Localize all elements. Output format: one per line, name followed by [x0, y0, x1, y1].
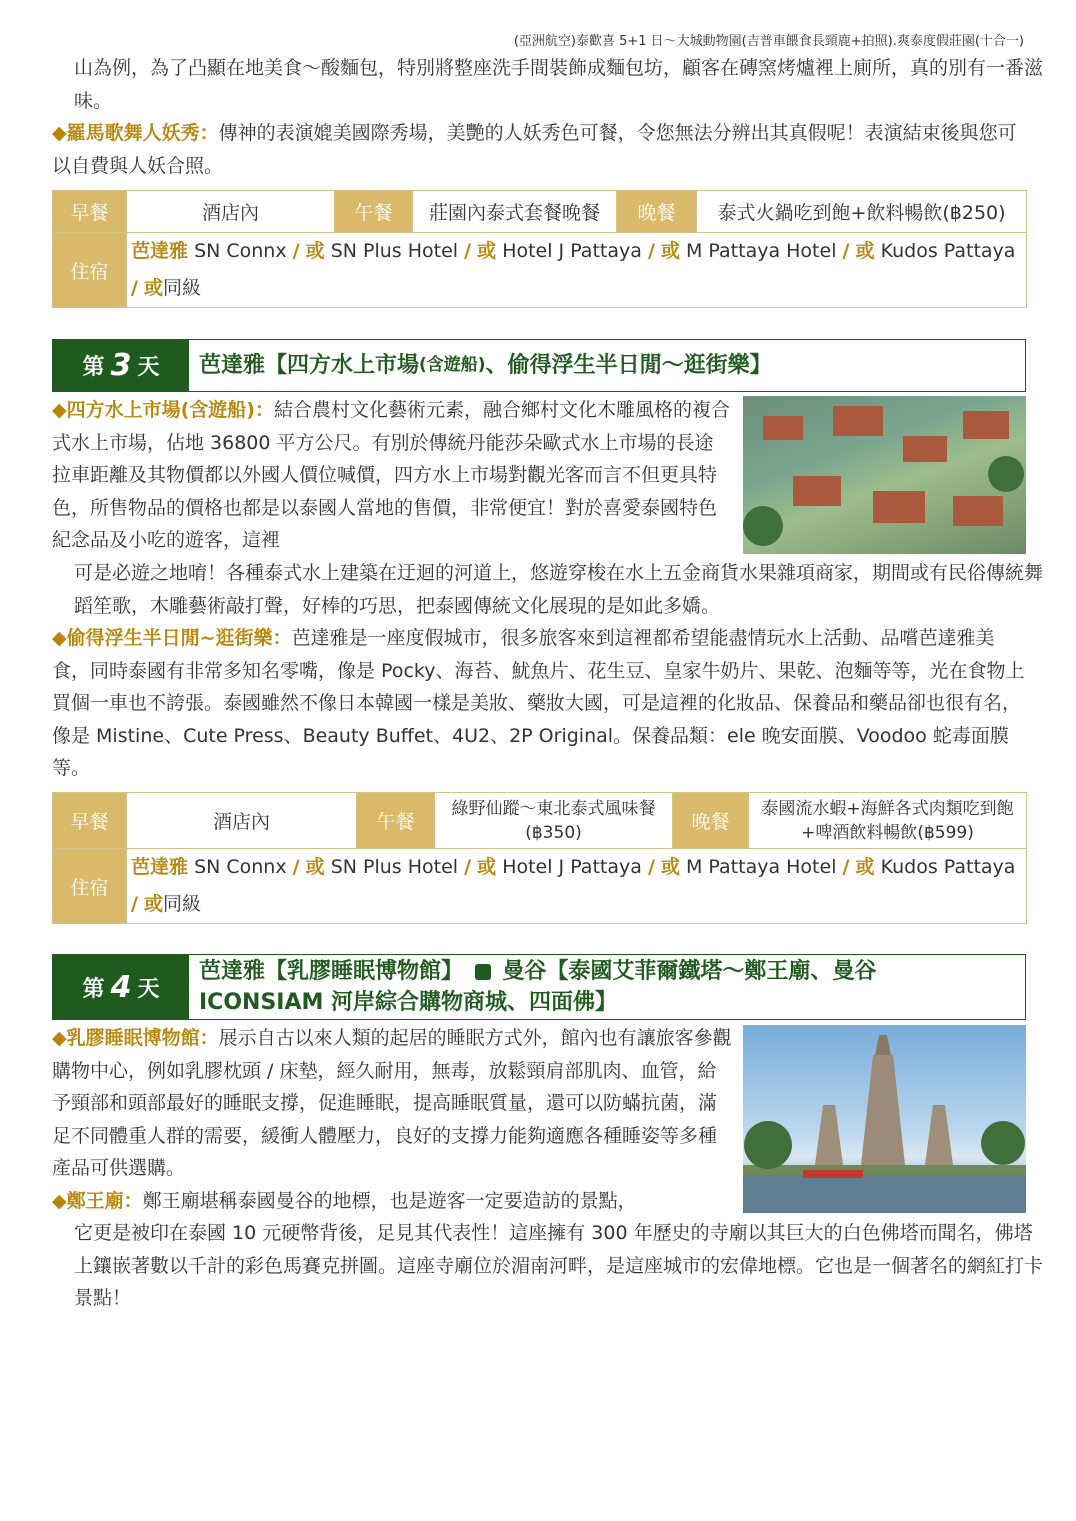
or-text: 或: [144, 277, 164, 299]
breakfast-label: 早餐: [53, 793, 127, 849]
lunch-label: 午餐: [335, 191, 413, 233]
stay-label: 住宿: [53, 233, 127, 308]
bullet-icon: ◆: [52, 1190, 67, 1212]
dinner-value: 泰國流水蝦+海鮮各式肉類吃到飽+啤酒飲料暢飲(฿599): [749, 793, 1027, 849]
temple-paragraph-cont: 它更是被印在泰國 10 元硬幣背後，足見其代表性！這座擁有 300 年歷史的寺廟以其巨大的白色佛塔而聞名，佛塔上鑲嵌著數以千計的彩色馬賽克拼圖。這座寺廟位於湄南河畔，是這座城市的宏偉地標。它也是一個著名的網紅打卡景點！: [74, 1222, 1044, 1309]
stay-city: 芭達雅: [131, 856, 189, 878]
stay-city: 芭達雅: [131, 240, 189, 262]
day4-badge: [53, 955, 189, 1019]
day4-header: [52, 954, 1026, 1020]
bus-icon: [475, 964, 491, 980]
or-text: 或: [305, 856, 325, 878]
hotel-name: M Pattaya Hotel: [686, 240, 837, 262]
day-number: 4: [110, 969, 132, 1005]
day-suffix: 天: [137, 976, 160, 1002]
bullet-icon: ◆: [52, 399, 67, 421]
day3-title-small: (含遊船): [419, 355, 486, 375]
hotel-name: SN Plus Hotel: [330, 856, 459, 878]
hotel-name: SN Connx: [194, 856, 287, 878]
or-text: 或: [305, 240, 325, 262]
market-paragraph-cont: 可是必遊之地唷！各種泰式水上建築在迂迴的河道上，悠遊穿梭在水上五金商貨水果雜項商家，期間或有民俗傳統舞蹈笙歌，木雕藝術敲打聲，好棒的巧思，把泰國傳統文化展現的是如此多嬌。: [74, 562, 1044, 617]
lunch-value: 莊園內泰式套餐晚餐: [413, 191, 617, 233]
breakfast-value: 酒店內: [127, 191, 335, 233]
leisure-title: 偷得浮生半日閒~逛街樂：: [66, 627, 292, 649]
day3-meal-table: [52, 792, 1027, 924]
intro-continuation: 山為例，為了凸顯在地美食～酸麵包，特別將整座洗手間裝飾成麵包坊，顧客在磚窯烤爐裡上廁所，真的別有一番滋味。: [74, 57, 1044, 112]
dinner-label: 晚餐: [617, 191, 697, 233]
page-header: (亞洲航空)泰歡喜 5+1 日～大城動物園(吉普車餵食長頸鹿+拍照).爽泰度假莊園(十合一): [513, 34, 1024, 49]
latex-text: 展示自古以來人類的起居的睡眠方式外，館內也有讓旅客參觀購物中心，例如乳膠枕頭 / 床墊，經久耐用，無毒，放鬆頸肩部肌肉、血管，給予頸部和頭部最好的睡眠支撐，促進睡眠，提高睡眠質量，還可以防蟎抗菌，滿足不同體重人群的需要，緩衝人體壓力，良好的支撐力能夠適應各種睡姿等多種產品可供選購。: [52, 1027, 732, 1179]
day3-title-main: 芭達雅【四方水上市場: [199, 353, 420, 378]
day4-title: [189, 955, 1025, 1019]
bullet-icon: ◆: [52, 1027, 67, 1049]
hotel-name: M Pattaya Hotel: [686, 856, 837, 878]
day3-title: [189, 340, 1025, 391]
temple-title: 鄭王廟：: [66, 1190, 143, 1212]
or-text: 或: [477, 240, 497, 262]
or-text: 或: [660, 856, 680, 878]
floating-market-photo: [743, 396, 1026, 554]
hotel-name: SN Connx: [194, 240, 287, 262]
leisure-paragraph: [52, 622, 1026, 785]
hotel-name: Kudos Pattaya: [880, 856, 1016, 878]
hotel-name: SN Plus Hotel: [330, 240, 459, 262]
day4-title-line2: ICONSIAM 河岸綜合購物商城、四面佛】: [199, 990, 618, 1015]
show-text: 傳神的表演媲美國際秀場，美艷的人妖秀色可餐，令您無法分辨出其真假呢！表演結束後與您可以自費與人妖合照。: [52, 122, 1017, 177]
temple-text: 鄭王廟堪稱泰國曼谷的地標，也是遊客一定要造訪的景點，: [142, 1190, 637, 1212]
or-text: 或: [855, 856, 875, 878]
temple-paragraph: [52, 1185, 732, 1218]
same-level-text: 同級: [163, 893, 202, 915]
breakfast-value: 酒店內: [127, 793, 357, 849]
dinner-label: 晚餐: [673, 793, 749, 849]
day-number: 3: [110, 348, 132, 383]
stay-hotels: 芭達雅 SN Connx / 或 SN Plus Hotel / 或 Hotel J Pattaya / 或 M Pattaya Hotel / 或 Kudos Pattaya / 或同級: [127, 233, 1027, 308]
day3-title-end: 、偷得浮生半日閒～逛街樂】: [485, 353, 772, 378]
bullet-icon: ◆: [52, 627, 67, 649]
or-text: 或: [144, 893, 164, 915]
day3-badge: [53, 340, 189, 391]
market-title: 四方水上市場(含遊船)：: [66, 399, 274, 421]
latex-paragraph: [52, 1022, 732, 1185]
show-title: 羅馬歌舞人妖秀：: [66, 122, 219, 144]
or-text: 或: [477, 856, 497, 878]
lunch-value: 綠野仙蹤～東北泰式風味餐(฿350): [435, 793, 673, 849]
market-text: 結合農村文化藝術元素，融合鄉村文化木雕風格的複合式水上市場，佔地 36800 平方公尺。有別於傳統丹能莎朵歐式水上市場的長途拉車距離及其物價都以外國人價位喊價，四方水上市場對觀光客而言不但更具特色，所售物品的價格也都是以泰國人當地的售價，非常便宜！對於喜愛泰國特色紀念品及小吃的遊客，這裡: [52, 399, 731, 551]
day4-title-part2: 曼谷【泰國艾菲爾鐵塔～鄭王廟、曼谷: [502, 959, 877, 984]
hotel-name: Kudos Pattaya: [880, 240, 1016, 262]
day4-title-part1: 芭達雅【乳膠睡眠博物館】: [199, 959, 464, 984]
hotel-name: Hotel J Pattaya: [502, 240, 642, 262]
lunch-label: 午餐: [357, 793, 435, 849]
breakfast-label: 早餐: [53, 191, 127, 233]
stay-hotels: 芭達雅 SN Connx / 或 SN Plus Hotel / 或 Hotel J Pattaya / 或 M Pattaya Hotel / 或 Kudos Pattaya / 或同級: [127, 849, 1027, 924]
or-text: 或: [660, 240, 680, 262]
or-text: 或: [855, 240, 875, 262]
day2-meal-table: [52, 190, 1027, 308]
day-prefix: 第: [82, 976, 105, 1002]
hotel-name: Hotel J Pattaya: [502, 856, 642, 878]
day-prefix: 第: [82, 355, 105, 380]
market-paragraph: [52, 394, 732, 557]
same-level-text: 同級: [163, 277, 202, 299]
wat-arun-photo: [743, 1025, 1026, 1213]
day3-header: [52, 339, 1026, 392]
latex-title: 乳膠睡眠博物館：: [66, 1027, 219, 1049]
leisure-text: 芭達雅是一座度假城市，很多旅客來到這裡都希望能盡情玩水上活動、品嚐芭達雅美食，同時泰國有非常多知名零嘴，像是 Pocky、海苔、魷魚片、花生豆、皇家牛奶片、果乾、泡麵等等，光在食物上買個一車也不誇張。泰國雖然不像日本韓國一樣是美妝、藥妝大國，可是這裡的化妝品、保養品和藥品卻也很有名，像是 Mistine、Cute Press、Beauty Buffet、4U2、2P Original。保養品類：ele 晚安面膜、Voodoo 蛇毒面膜等。: [52, 627, 1025, 779]
show-paragraph: [52, 117, 1026, 182]
day-suffix: 天: [137, 355, 160, 380]
bullet-icon: ◆: [52, 122, 67, 144]
dinner-value: 泰式火鍋吃到飽+飲料暢飲(฿250): [697, 191, 1027, 233]
stay-label: 住宿: [53, 849, 127, 924]
